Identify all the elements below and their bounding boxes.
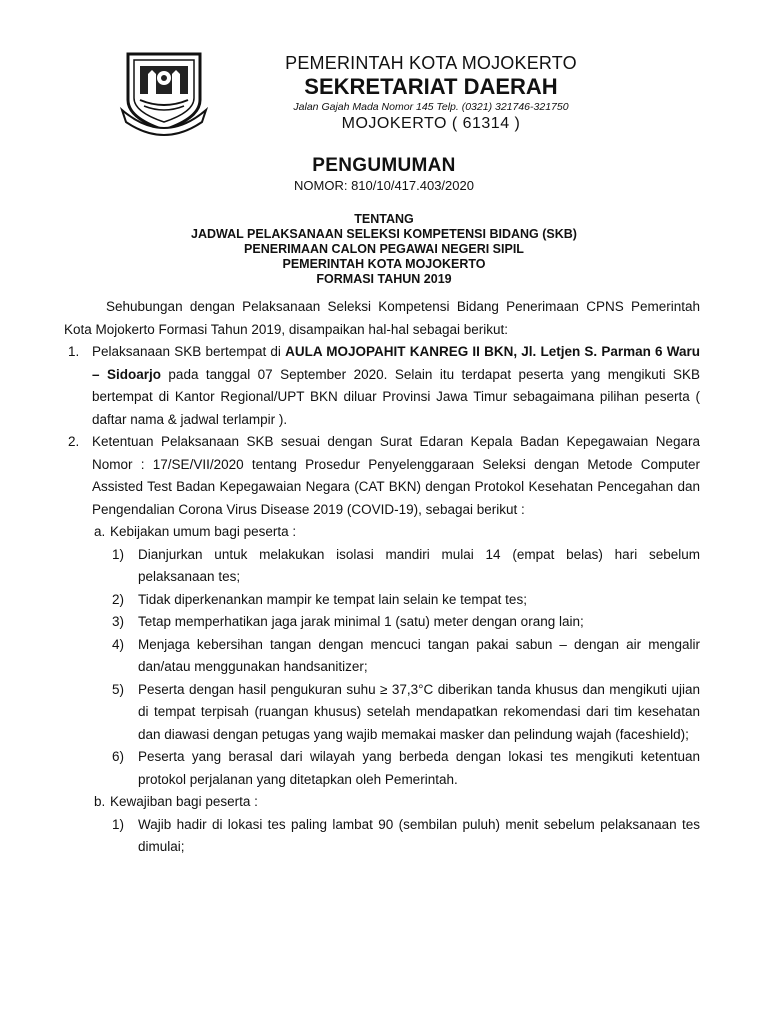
- point-item: [112, 746, 700, 791]
- announcement-title-line: JADWAL PELAKSANAAN SELEKSI KOMPETENSI BIDANG (SKB): [191, 227, 577, 241]
- sub-item-a: [92, 521, 700, 544]
- office-name: SEKRETARIAT DAERAH: [304, 74, 558, 99]
- point-marker: 6): [112, 749, 125, 764]
- point-marker: 1): [112, 816, 125, 832]
- announcement-number: NOMOR: 810/10/417.403/2020: [294, 178, 474, 193]
- numbered-item-1: [64, 341, 700, 431]
- office-address: Jalan Gajah Mada Nomor 145 Telp. (0321) 321746-321750: [293, 101, 569, 113]
- point-item: [112, 679, 700, 747]
- point-item: [112, 589, 700, 612]
- sub-item-text: Kebijakan umum bagi peserta :: [110, 524, 297, 539]
- announcement-header: [0, 154, 768, 287]
- sub-item-text: Kewajiban bagi peserta :: [110, 794, 258, 809]
- point-marker: 2): [112, 591, 125, 607]
- point-text: Tetap memperhatikan jaga jarak minimal 1 (satu) meter dengan orang lain;: [138, 614, 584, 629]
- announcement-title-line: PENERIMAAN CALON PEGAWAI NEGERI SIPIL: [244, 242, 524, 256]
- point-text: Peserta yang berasal dari wilayah yang berbeda dengan lokasi tes mengikuti ketentuan protokol perjalanan yang ditetapkan oleh Pemerintah.: [138, 749, 700, 787]
- announcement-body: [64, 296, 700, 859]
- point-marker: 1): [112, 546, 125, 562]
- point-marker: 4): [112, 636, 125, 652]
- numbered-item-2: [64, 431, 700, 521]
- item-marker: 1.: [68, 344, 80, 359]
- point-item: [112, 814, 700, 859]
- point-item: [112, 611, 700, 634]
- letterhead: [236, 52, 626, 134]
- point-marker: 3): [112, 614, 125, 629]
- announcement-title-line: FORMASI TAHUN 2019: [316, 272, 452, 286]
- point-text: Peserta dengan hasil pengukuran suhu ≥ 37,3°C diberikan tanda khusus dan mengikuti ujian di tempat terpisah (ruangan khusus) setelah mendapatkan rekomendasi dari tim kesehatan dan diawasi dengan petugas yang wajib memakai masker dan pelindung wajah (faceshield);: [138, 681, 700, 742]
- item-text: Ketentuan Pelaksanaan SKB sesuai dengan Surat Edaran Kepala Badan Kepegawaian Negara Nomor : 17/SE/VII/2020 tentang Prosedur Penyelenggaraan Seleksi dengan Metode Computer Assisted Test Badan Kepegawaian Negara (CAT BKN) dengan Protokol Kesehatan Pencegahan dan Pengendalian Corona Virus Disease 2019 (COVID-19), sebagai berikut :: [92, 434, 700, 517]
- announcement-about: TENTANG: [354, 212, 414, 226]
- point-text: Menjaga kebersihan tangan dengan mencuci tangan pakai sabun – dengan air mengalir dan/atau menggunakan handsanitizer;: [138, 636, 700, 674]
- item-text-post: pada tanggal 07 September 2020. Selain itu terdapat peserta yang mengikuti SKB bertempat di Kantor Regional/UPT BKN diluar Provinsi Jawa Timur sebagaimana pilihan peserta ( daftar nama & jadwal terlampir ).: [92, 366, 700, 427]
- intro-paragraph: Sehubungan dengan Pelaksanaan Seleksi Kompetensi Bidang Penerimaan CPNS Pemerintah Kota Mojokerto Formasi Tahun 2019, disampaikan hal-hal sebagai berikut:: [64, 299, 700, 337]
- point-text: Tidak diperkenankan mampir ke tempat lain selain ke tempat tes;: [138, 591, 527, 607]
- point-item: [112, 544, 700, 589]
- office-city: MOJOKERTO ( 61314 ): [341, 115, 521, 132]
- item-marker: 2.: [68, 434, 80, 449]
- item-text: [92, 341, 700, 431]
- city-seal-logo: [118, 48, 210, 138]
- point-text: Dianjurkan untuk melakukan isolasi mandiri mulai 14 (empat belas) hari sebelum pelaksanaan tes;: [138, 546, 700, 584]
- government-name: PEMERINTAH KOTA MOJOKERTO: [285, 53, 577, 73]
- item-text-bold-location: AULA MOJOPAHIT KANREG II BKN, Jl. Letjen S. Parman 6 Waru – Sidoarjo: [92, 344, 700, 382]
- item-text-pre: Pelaksanaan SKB bertempat di: [92, 344, 286, 359]
- announcement-title-line: PEMERINTAH KOTA MOJOKERTO: [282, 257, 486, 271]
- point-text: Wajib hadir di lokasi tes paling lambat 90 (sembilan puluh) menit sebelum pelaksanaan tes dimulai;: [138, 816, 700, 854]
- sub-item-marker: a.: [94, 524, 106, 539]
- sub-item-marker: b.: [94, 794, 106, 809]
- sub-item-b: [92, 791, 700, 814]
- announcement-heading: PENGUMUMAN: [312, 155, 456, 176]
- point-marker: 5): [112, 681, 125, 697]
- point-item: [112, 634, 700, 679]
